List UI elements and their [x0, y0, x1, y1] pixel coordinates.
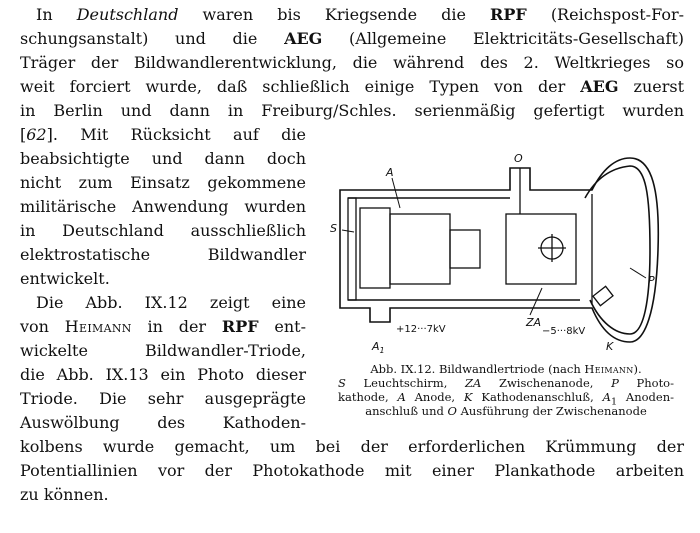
label-K: K — [606, 340, 614, 353]
author-heimann: Heimann — [64, 317, 132, 336]
abbrev-rpf: RPF — [490, 5, 527, 24]
reference-number: 62 — [26, 125, 47, 144]
abbrev-aeg-2: AEG — [580, 77, 619, 96]
text-line-19: kolbens wurde gemacht, um bei der erforderlichen Krümmung der — [20, 437, 684, 456]
triode-diagram — [330, 150, 680, 365]
text-line-6: [62]. Mit Rücksicht auf die — [20, 125, 306, 144]
text-line-11: elektrostatische Bildwandler — [20, 245, 306, 264]
caption-line-1: Abb. IX.12. Bildwandlertriode (nach Heimann). — [370, 362, 642, 376]
caption-line-4: anschluß und O Ausführung der Zwischenanode — [365, 404, 647, 418]
text-line-15: wickelte Bildwandler-Triode, — [20, 341, 306, 360]
text-line-2: schungsanstalt) und die AEG (Allgemeine Elektricitäts-Gesellschaft) — [20, 29, 684, 48]
text-line-18: Auswölbung des Kathoden- — [20, 413, 306, 432]
abbrev-aeg: AEG — [284, 29, 323, 48]
label-ZA: ZA — [526, 316, 542, 329]
text-line-13: Die Abb. IX.12 zeigt eine — [36, 293, 306, 312]
label-A: A — [386, 166, 394, 179]
label-P: P — [648, 274, 655, 287]
voltage-cathode-label: −5···8kV — [542, 326, 586, 337]
text-line-10: in Deutschland ausschließlich — [20, 221, 306, 240]
abbrev-rpf-2: RPF — [221, 317, 259, 336]
figure-bildwandlertriode — [330, 150, 680, 365]
voltage-anode-label: +12···7kV — [396, 324, 446, 335]
label-A1: $A_1$ — [372, 340, 385, 355]
caption-line-3: kathode, A Anode, K Kathodenanschluß, $A_1$ Anoden- — [338, 390, 674, 408]
text-line-3: Träger der Bildwandlerentwicklung, die während des 2. Weltkrieges so — [20, 53, 684, 72]
text-line-8: nicht zum Einsatz gekommene — [20, 173, 306, 192]
text-line-4: weit forciert wurde, daß schließlich einige Typen von der AEG zuerst — [20, 77, 685, 96]
text-line-17: Triode. Die sehr ausgeprägte — [20, 389, 306, 408]
text-line-16: die Abb. IX.13 ein Photo dieser — [20, 365, 306, 384]
label-O: O — [514, 152, 523, 165]
caption-line-2: S Leuchtschirm, ZA Zwischenanode, P Photo- — [338, 376, 674, 390]
text-line-20: Potentiallinien vor der Photokathode mit einer Plankathode arbeiten — [20, 461, 684, 480]
label-S: S — [330, 222, 337, 235]
text-line-5: in Berlin und dann in Freiburg/Schles. serienmäßig gefertigt wurden — [20, 101, 684, 120]
text-line-7: beabsichtigte und dann doch — [20, 149, 306, 168]
text-line-9: militärische Anwendung wurden — [20, 197, 306, 216]
text-line-1: In Deutschland waren bis Kriegsende die RPF (Reichspost-For- — [36, 5, 685, 24]
text-line-14: von Heimann in der RPF ent- — [20, 317, 307, 336]
text-line-21: zu können. — [20, 485, 109, 504]
text-line-12: entwickelt. — [20, 269, 110, 288]
emphasis-deutschland: Deutschland — [76, 5, 179, 24]
